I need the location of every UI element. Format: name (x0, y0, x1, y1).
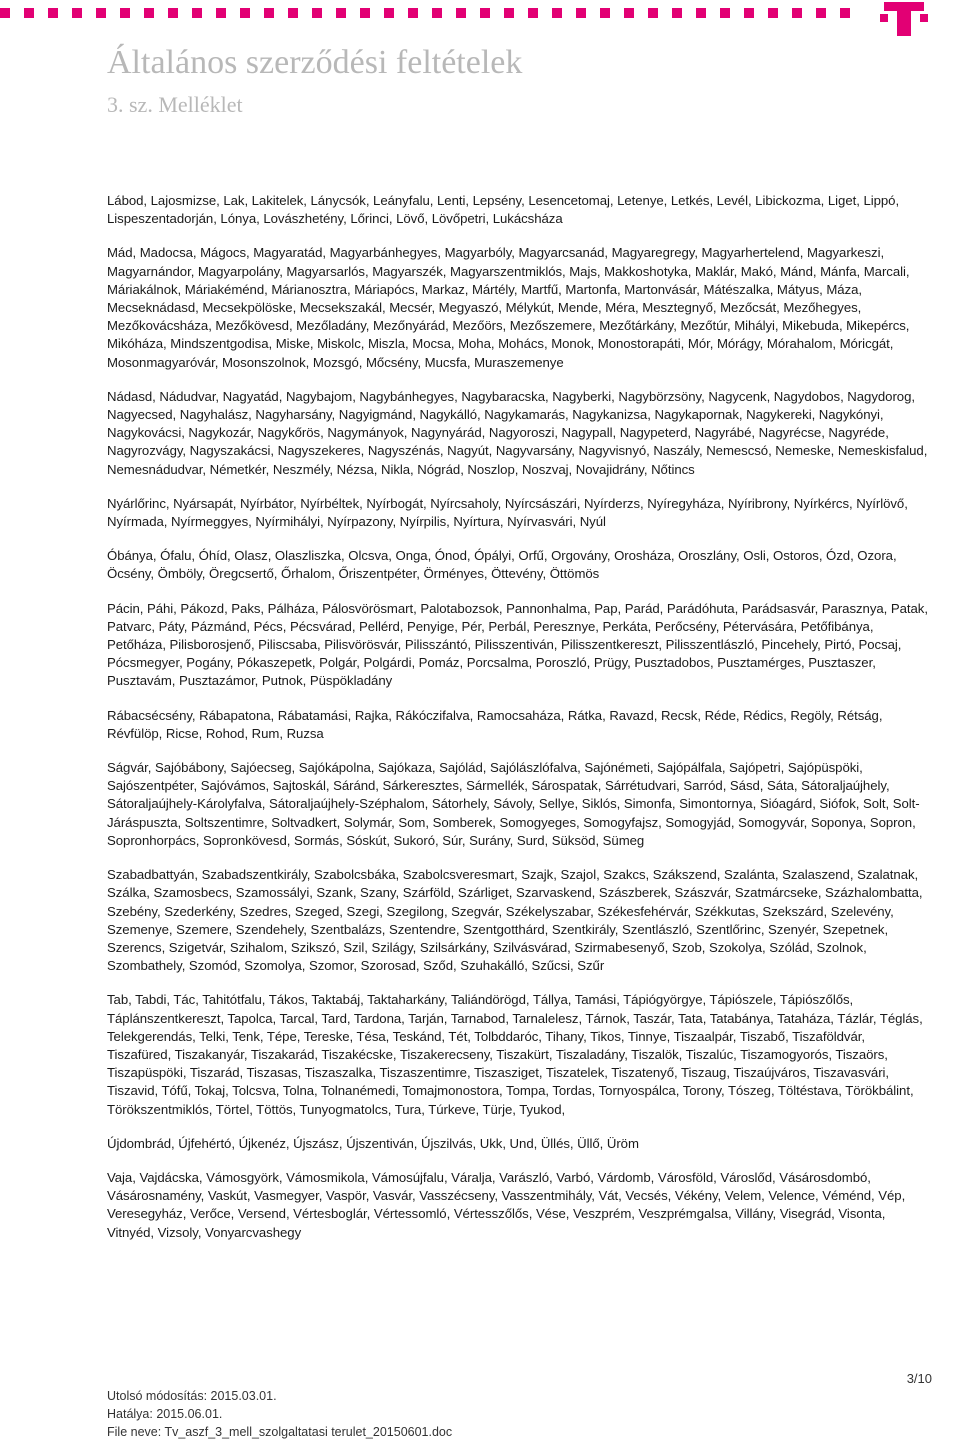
brand-square (672, 8, 682, 18)
brand-square (600, 8, 610, 18)
paragraph-u: Újdombrád, Újfehértó, Újkenéz, Újszász, Újszentiván, Újszilvás, Ukk, Und, Üllés, Üllő, Üröm (107, 1135, 639, 1151)
brand-square (768, 8, 778, 18)
brand-square (408, 8, 418, 18)
paragraph-v: Vaja, Vajdácska, Vámosgyörk, Vámosmikola, Vámosújfalu, Váralja, Varászló, Varbó, Várdomb, Városföld, Városlőd, Vásárosdombó, Vásárosnamény, Vaskút, Vasmegyer, Vaspör, Vasvár, Vasszécseny, Vasszentmihály, Vát, Vecsés, Vékény, Velem, Velence, Véménd, Vép, Veresegyház, Verőce, Versend, Vértesboglár, Vértessomló, Vértesszőlős, Vése, Veszprém, Veszprémgalsa, Villány, Visegrád, Visonta, Vitnyéd, Vizsoly, Vonyarcvashegy (107, 1169, 906, 1240)
paragraph-n: Nádasd, Nádudvar, Nagyatád, Nagybajom, Nagybánhegyes, Nagybaracska, Nagyberki, Nagybörzsöny, Nagycenk, Nagydobos, Nagydorog, Nagyecsed, Nagyhalász, Nagyharsány, Nagyigmánd, Nagykálló, Nagykamarás, Nagykanizsa, Nagykapornak, Nagykereki, Nagykónyi, Nagykovácsi, Nagykozár, Nagykőrös, Nagymányok, Nagynyárád, Nagyoroszi, Nagypall, Nagypeterd, Nagyrábé, Nagyrécse, Nagyréde, Nagyrozvágy, Nagyszakácsi, Nagyszekeres, Nagyszénás, Nagyút, Nagyvarsány, Nagyvisnyó, Naszály, Nemescsó, Nemeske, Nemeskisfalud, Nemesnádudvar, Németkér, Neszmély, Nézsa, Nikla, Nógrád, Noszlop, Noszvaj, Novajidrány, Nőtincs (107, 388, 928, 477)
brand-square (264, 8, 274, 18)
brand-square (504, 8, 514, 18)
brand-square (0, 8, 10, 18)
brand-square (456, 8, 466, 18)
brand-square (816, 8, 826, 18)
brand-square (720, 8, 730, 18)
telekom-t-logo-icon (880, 2, 928, 36)
brand-square (552, 8, 562, 18)
paragraph-sz: Szabadbattyán, Szabadszentkirály, Szabolcsbáka, Szabolcsveresmart, Szajk, Szajol, Szakcs, Szákszend, Szalánta, Szalaszend, Szalatnak, Szálka, Szamosbecs, Szamossályi, Szank, Szany, Szárföld, Szárliget, Szarvaskend, Szászberek, Szászvár, Szatmárcseke, Százhalombatta, Szebény, Szederkény, Szedres, Szeged, Szegi, Szegilong, Szegvár, Székelyszabar, Székesfehérvár, Székkutas, Szekszárd, Szelevény, Szemenye, Szemere, Szendehely, Szentbalázs, Szentendre, Szentgotthárd, Szentkirály, Szentlászló, Szentlőrinc, Szenyér, Szepetnek, Szerencs, Szigetvár, Szihalom, Szikszó, Szil, Szilágy, Szilsárkány, Szilvásvárad, Szirmabesenyő, Szob, Szokolya, Szólád, Szolnok, Szombathely, Szomód, Szomolya, Szomor, Szorosad, Sződ, Szuhakálló, Szűcsi, Szűr (107, 867, 923, 974)
document-footer (107, 1387, 452, 1441)
paragraph-o: Óbánya, Ófalu, Óhíd, Olasz, Olaszliszka, Olcsva, Onga, Ónod, Ópályi, Orfű, Orgovány, Orosháza, Oroszlány, Osli, Ostoros, Ózd, Ozora, Öcsény, Ömböly, Öregcsertő, Őrhalom, Őriszentpéter, Örményes, Öttevény, Öttömös (107, 548, 897, 582)
brand-square (192, 8, 202, 18)
settlement-list (107, 192, 929, 1258)
brand-square (48, 8, 58, 18)
brand-square-strip (0, 8, 860, 18)
brand-square (336, 8, 346, 18)
effective-date: Hatálya: 2015.06.01. (107, 1407, 223, 1421)
paragraph-l: Lábod, Lajosmizse, Lak, Lakitelek, Lánycsók, Leányfalu, Lenti, Lepsény, Lesencetomaj, Letenye, Letkés, Levél, Libickozma, Liget, Lippó, Lispeszentadorján, Lónya, Lovászhetény, Lőrinci, Lövő, Lövőpetri, Lukácsháza (107, 193, 900, 227)
brand-square (432, 8, 442, 18)
file-name: File neve: Tv_aszf_3_mell_szolgaltatasi terulet_20150601.doc (107, 1425, 453, 1439)
brand-square (168, 8, 178, 18)
brand-square (72, 8, 82, 18)
page-number: 3/10 (906, 1371, 932, 1386)
paragraph-t: Tab, Tabdi, Tác, Tahitótfalu, Tákos, Taktabáj, Taktaharkány, Taliándörögd, Tállya, Tamási, Tápiógyörgye, Tápiószele, Tápiószőlős, Táplánszentkereszt, Tapolca, Tarcal, Tard, Tardona, Tarján, Tarnabod, Tarnalelesz, Tárnok, Taszár, Tata, Tatabánya, Tataháza, Tázlár, Téglás, Telekgerendás, Telki, Tenk, Tépe, Tereske, Tésa, Teskánd, Tét, Tolbddaróc, Tihany, Tikos, Tinnye, Tiszaalpár, Tiszabő, Tiszaföldvár, Tiszafüred, Tiszakanyár, Tiszakarád, Tiszakécske, Tiszakerecseny, Tiszakürt, Tiszaladány, Tiszalök, Tiszalúc, Tiszamogyorós, Tiszaörs, Tiszapüspöki, Tiszarád, Tiszasas, Tiszaszalka, Tiszaszentimre, Tiszasziget, Tiszatelek, Tiszatenyő, Tiszaug, Tiszaújváros, Tiszavasvári, Tiszavid, Tófű, Tokaj, Tolcsva, Tolna, Tolnanémedi, Tomajmonostora, Tompa, Tordas, Tornyospálca, Torony, Tószeg, Töltéstava, Törökbálint, Törökszentmiklós, Törtel, Töttös, Tunyogmatolcs, Tura, Túrkeve, Türje, Tyukod, (107, 992, 923, 1117)
paragraph-s: Ságvár, Sajóbábony, Sajóecseg, Sajókápolna, Sajókaza, Sajólád, Sajólászlófalva, Sajónémeti, Sajópálfala, Sajópetri, Sajópüspöki, Sajószentpéter, Sajóvámos, Sajtoskál, Sáránd, Sárkeresztes, Sármellék, Sárospatak, Sárrétudvari, Sarród, Sásd, Sáta, Sátoraljaújhely, Sátoraljaújhely-Károlyfalva, Sátoraljaújhely-Széphalom, Sátorhely, Sávoly, Sellye, Siklós, Simonfa, Simontornya, Sióagárd, Siófok, Solt, Solt-Járáspuszta, Soltszentimre, Soltvadkert, Solymár, Som, Somberek, Somogyeges, Somogyfajsz, Somogyjád, Somogyvár, Soponya, Sopron, Sopronhorpács, Sopronkövesd, Sormás, Sóskút, Sukoró, Súr, Surány, Surd, Süksöd, Sümeg (107, 760, 920, 848)
brand-square (288, 8, 298, 18)
paragraph-ny: Nyárlőrinc, Nyársapát, Nyírbátor, Nyírbéltek, Nyírbogát, Nyírcsaholy, Nyírcsászári, Nyírderzs, Nyíregyháza, Nyíribrony, Nyírkércs, Nyírlövő, Nyírmada, Nyírmeggyes, Nyírmihályi, Nyírpazony, Nyírpilis, Nyírtura, Nyírvasvári, Nyúl (107, 495, 908, 530)
paragraph-p: Pácin, Páhi, Pákozd, Paks, Pálháza, Pálosvörösmart, Palotabozsok, Pannonhalma, Pap, Parád, Parádóhuta, Parádsasvár, Parasznya, Patak, Patvarc, Páty, Pázmánd, Pécs, Pécsvárad, Pellérd, Penyige, Pér, Perbál, Peresznye, Perkáta, Perőcsény, Pétervására, Petőfibánya, Petőháza, Pilisborosjenő, Piliscsaba, Pilisvörösvár, Pilisszántó, Pilisszentiván, Pilisszentkereszt, Pilisszentlászló, Pincehely, Pirtó, Pocsaj, Pócsmegyer, Pogány, Pókaszepetk, Polgár, Polgárdi, Pomáz, Porcsalma, Poroszló, Prügy, Pusztadobos, Pusztamérges, Pusztaszer, Pusztavám, Pusztazámor, Putnok, Püspökladány (107, 600, 928, 689)
brand-square (648, 8, 658, 18)
brand-square (96, 8, 106, 18)
brand-square (744, 8, 754, 18)
brand-square (528, 8, 538, 18)
paragraph-m: Mád, Madocsa, Mágocs, Magyaratád, Magyarbánhegyes, Magyarbóly, Magyarcsanád, Magyaregregy, Magyarhertelend, Magyarkeszi, Magyarnándor, Magyarpolány, Magyarsarlós, Magyarszék, Magyarszentmiklós, Majs, Makkoshotyka, Maklár, Makó, Mánd, Mánfa, Marcali, Máriakálnok, Máriakéménd, Márianosztra, Máriapócs, Markaz, Mártély, Martfű, Martonfa, Martonvásár, Mátészalka, Mátyus, Máza, Mecseknádasd, Mecsekpölöske, Mecsekszakál, Mecsér, Megyaszó, Mélykút, Mende, Méra, Mesztegnyő, Mezőcsát, Mezőhegyes, Mezőkovácsháza, Mezőkövesd, Mezőladány, Mezőnyárád, Mezőörs, Mezőszemere, Mezőtárkány, Mezőtúr, Mihályi, Mikebuda, Mikepércs, Mikóháza, Mindszentgodisa, Miske, Miskolc, Miszla, Mocsa, Moha, Mohács, Monok, Monostorapáti, Mór, Mórágy, Mórahalom, Móricgát, Mosonmagyaróvár, Mosonszolnok, Mozsgó, Mőcsény, Mucsfa, Muraszemenye (107, 245, 910, 370)
document-subtitle: 3. sz. Melléklet (107, 92, 243, 117)
brand-square (792, 8, 802, 18)
brand-square (120, 8, 130, 18)
document-title: Általános szerződési feltételek (107, 44, 523, 81)
brand-square (480, 8, 490, 18)
brand-square (696, 8, 706, 18)
brand-square (576, 8, 586, 18)
paragraph-r: Rábacsécsény, Rábapatona, Rábatamási, Rajka, Rákóczifalva, Ramocsaháza, Rátka, Ravazd, Recsk, Réde, Rédics, Regöly, Rétság, Révfülöp, Ricse, Rohod, Rum, Ruzsa (107, 707, 883, 741)
brand-square (240, 8, 250, 18)
brand-square (840, 8, 850, 18)
last-modified: Utolsó módosítás: 2015.03.01. (107, 1389, 277, 1403)
brand-square (312, 8, 322, 18)
brand-square (624, 8, 634, 18)
brand-square (216, 8, 226, 18)
brand-square (24, 8, 34, 18)
brand-square (144, 8, 154, 18)
brand-square (360, 8, 370, 18)
brand-square (384, 8, 394, 18)
